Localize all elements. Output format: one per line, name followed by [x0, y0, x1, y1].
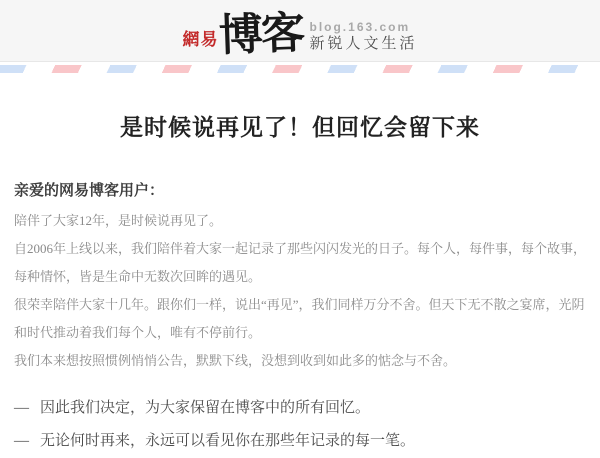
blog-tagline: 新锐人文生活: [309, 35, 418, 52]
farewell-letter: [0, 109, 600, 458]
list-item-text: 无论何时再来，永远可以看见你在那些年记录的每一笔。: [40, 433, 416, 449]
blog-calligraphy-logo: 博客: [218, 8, 305, 61]
dash-bullet: —: [14, 400, 29, 416]
logo-text-column: [309, 20, 417, 52]
list-item: [14, 392, 586, 425]
letter-paragraph: 陪伴了大家12年，是时候说再见了。: [14, 213, 223, 228]
airmail-stripe-divider: [0, 65, 600, 73]
blog-domain-text: blog.163.com: [309, 20, 411, 34]
page-title: 是时候说再见了！但回忆会留下来: [120, 115, 480, 140]
netease-blog-logo[interactable]: [182, 0, 417, 61]
decision-list: [14, 392, 586, 458]
letter-paragraph: 我们本来想按照惯例悄悄公告，默默下线，没想到收到如此多的惦念与不舍。: [14, 353, 457, 368]
letter-paragraph: 自2006年上线以来，我们陪伴着大家一起记录了那些闪闪发光的日子。每个人，每件事，每个故事，每种情怀，皆是生命中无数次回眸的遇见。: [14, 241, 587, 284]
list-item-text: 因此我们决定，为大家保留在博客中的所有回忆。: [40, 400, 371, 416]
dash-bullet: —: [14, 433, 29, 449]
site-header: [0, 0, 600, 62]
letter-paragraph: 很荣幸陪伴大家十几年。跟你们一样，说出“再见”，我们同样万分不舍。但天下无不散之宴席，光阴和时代推动着我们每个人，唯有不停前行。: [14, 297, 585, 340]
letter-greeting: 亲爱的网易博客用户：: [14, 183, 165, 199]
letter-body: [14, 207, 586, 375]
netease-logo-text: 網易: [182, 30, 219, 49]
